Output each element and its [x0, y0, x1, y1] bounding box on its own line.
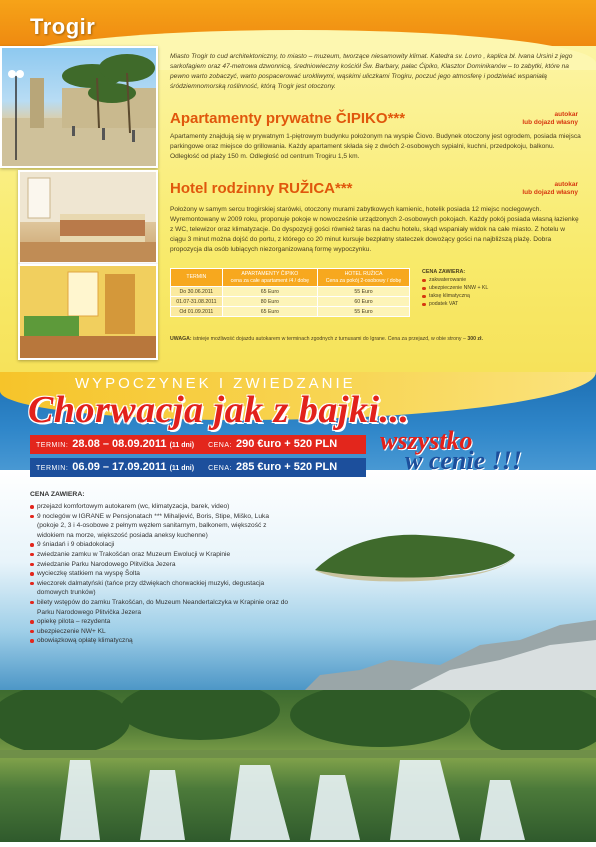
table-cell: Do 30.06.2011: [171, 287, 223, 297]
apartment-bedroom-photo: [18, 170, 158, 264]
list-item-detail: (pokoje 2, 3 i 4-osobowe z pełnym węzłem sanitarnym, balkonem, większość z widokiem na morze, większość posiada aneksy kuchenne): [37, 522, 267, 539]
intro-text: Miasto Trogir to cud architektoniczny, to miasto – muzeum, tworzące niesamowity klimat. Katedra sv. Lovro , kaplica bł. Ivana Ursini z jego sarkofagiem oraz 47-metrowa dzwonnicą, średniowieczny kościół Św. Barbary, pałac Ćipiko, Klasztor Dominikanów – to zabytki, które na pewno warto zobaczyć, warto pospacerować urokliwymi, wąskimi uliczkami Trogiru, poczuć jego atmosferę i podziwiać wspaniałą śródziemnomorską roślinność, którą Trogir jest otoczony.: [170, 53, 573, 90]
list-item: podatek VAT: [422, 300, 572, 308]
table-cell: 80 Euro: [222, 297, 317, 307]
price-includes: [422, 268, 572, 308]
table-row: [171, 287, 410, 297]
list-item: wycieczkę statkiem na wyspę Šolta: [30, 569, 290, 579]
tour-includes-title: CENA ZAWIERA:: [30, 491, 85, 498]
slogan-included: w cenie !!!: [405, 446, 522, 475]
trogir-promenade-photo: [0, 46, 158, 168]
island-illustration: [310, 525, 520, 585]
table-cell: 55 Euro: [318, 287, 410, 297]
banner-subtitle: WYPOCZYNEK I ZWIEDZANIE: [75, 375, 356, 392]
col-apartments: APARTAMENTY ČIPIKO cena za całe apartament /4 / dobę: [222, 269, 317, 287]
col-hotel: HOTEL RUŽICA Cena za pokój 2-osobowy / dobę: [318, 269, 410, 287]
list-item: ubezpieczenie NW+ KL: [30, 627, 290, 637]
tour-includes-list: [30, 502, 290, 646]
transport-note: UWAGA: istnieje możliwość dojazdu autokarem w terminach zgodnych z turnusami do Igrane. Cena za przejazd, w obie strony – 300 zł.: [170, 336, 483, 342]
list-item: obowiązkową opłatę klimatyczną: [30, 636, 290, 646]
table-cell: 60 Euro: [318, 297, 410, 307]
city-title: Trogir: [30, 14, 96, 39]
apartments-transport: autokar lub dojazd własny: [522, 111, 578, 126]
price-includes-title: CENA ZAWIERA:: [422, 269, 466, 275]
banner-title: Chorwacja jak z bajki...: [28, 389, 410, 431]
apartments-description: Apartamenty znajdują się w prywatnym 1-piętrowym budynku położonym na wyspie Čiovo. Budynek otoczony jest ogrodem, posiada miejsca parkingowe oraz miejsce do grillowania. Każdy apartament składa się z dwóch 2-osobowych sypialni, kuchni, przedpokoju, balkonu. Odległość od plaży 150 m. Odległość od centrum Trogiru 1,5 km.: [170, 133, 581, 160]
term-row: TERMIN: 28.08 – 08.09.2011 (11 dni) CENA: 290 €uro + 520 PLN: [30, 435, 366, 454]
table-cell: 55 Euro: [318, 307, 410, 317]
table-row: [171, 307, 410, 317]
hotel-transport: autokar lub dojazd własny: [522, 181, 578, 196]
slogan-all: wszystko: [380, 426, 473, 455]
table-cell: 65 Euro: [222, 307, 317, 317]
price-table: [170, 268, 410, 317]
table-cell: Od 01.09.2011: [171, 307, 223, 317]
apartments-title: Apartamenty prywatne ČIPIKO***: [170, 110, 406, 127]
table-cell: 01.07-31.08.2011: [171, 297, 223, 307]
hotel-room-photo: [18, 264, 158, 360]
list-item: zwiedzanie Parku Narodowego Plitvička Jezera: [30, 560, 290, 570]
list-item: zwiedzanie zamku w Trakošćan oraz Muzeum Ewolucji w Krapinie: [30, 550, 290, 560]
list-item: 9 śniadań i 9 obiadokolacji: [30, 540, 290, 550]
col-term: TERMIN: [171, 269, 223, 287]
rocky-coast-illustration: [300, 615, 596, 695]
list-item: opiekę pilota – rezydenta: [30, 617, 290, 627]
list-item: taksę klimatyczną: [422, 292, 572, 300]
list-item: bilety wstępów do zamku Trakošćan, do Muzeum Neandertalczyka w Krapinie oraz do Parku Narodowego Plitvička Jezera: [30, 598, 290, 617]
list-item: zakwaterowanie: [422, 276, 572, 284]
table-cell: 65 Euro: [222, 287, 317, 297]
price-table-header: [171, 269, 410, 287]
waterfall-photo: [0, 690, 596, 842]
list-item: ubezpieczenie NNW + KL: [422, 284, 572, 292]
hotel-description: Położony w samym sercu trogirskiej starówki, otoczony murami zabytkowych kamienic, hotelik posiada 12 miejsc noclegowych. Wyremontowany w 2009 roku, proponuje pokoje w nowocześnie urządzonych 2-osobowych pokojach. Każdy pokój posiada własną łazienkę z WC, telewizor oraz klimatyzacje. Do dyspozycji gości również taras na dachu hotelu, skąd wspaniały widok na całe miasto. Z hotelu w ciągu 3 minut można dojść do portu, z którego co 20 minut kursuje bezpłatny stateczek dowożący gości na najbliższą plażę. Dobra propozycja dla osób lubiących niezorganizowaną formę wypoczynku.: [170, 206, 579, 253]
list-item: 9 noclegów w IGRANE w Pensjonatach *** Mihaljević, Boris, Stipe, Miško, Luka: [30, 512, 290, 522]
list-item: przejazd komfortowym autokarem (wc, klimatyzacja, barek, video): [30, 502, 290, 512]
hotel-title: Hotel rodzinny RUŽICA***: [170, 180, 353, 197]
list-item: wieczorek dalmatyński (tańce przy dźwiękach chorwackiej muzyki, degustacja domowych trunków): [30, 579, 290, 598]
table-row: [171, 297, 410, 307]
term-row: TERMIN: 06.09 – 17.09.2011 (11 dni) CENA: 285 €uro + 520 PLN: [30, 458, 366, 477]
